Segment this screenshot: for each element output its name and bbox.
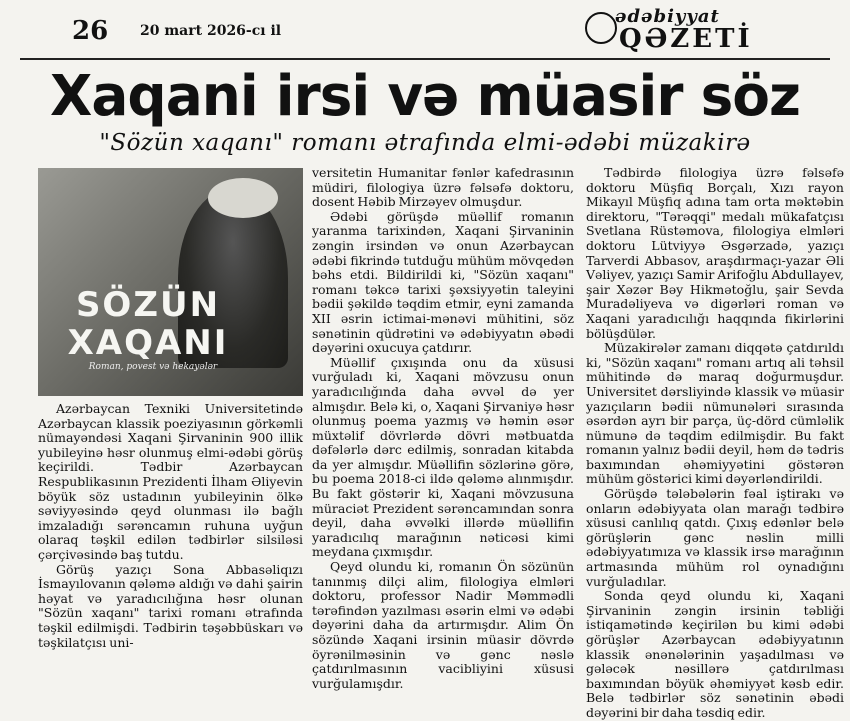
paragraph: Sonda qeyd olundu ki, Xaqani Şirvaninin zəngin irsinin təbliği istiqamətində keçirilən bu kimi ədəbi görüşlər Azərbaycan ədəbiyyatının klassik ənənələrinin yaşadılması və gələcək nəsillərə çatdırılması baxımından böyük əhəmiyyət kəsb edir. Belə tədbirlər söz sənətinin əbədi dəyərini bir daha təsdiq edir.: [586, 588, 844, 720]
newspaper-logo: [585, 6, 785, 54]
header-divider: [20, 58, 830, 60]
paragraph: Müəllif çıxışında onu da xüsusi vurğuladı ki, Xaqani mövzusu onun yaradıcılığında daha əvvəl də yer almışdır. Belə ki, o, Xaqani Şirvaniyə həsr olunmuş poema yazmış və həmin əsər müxtəlif dövrlərdə dövri mətbuatda dəfələrlə dərc edilmiş, sonradan kitabda da yer almışdır. Müəllifin sözlərinə görə, bu poema 2018-ci ildə qələmə alınmışdır. Bu fakt göstərir ki, Xaqani mövzusuna müraciət Prezident sərəncamından sonra deyil, daha əvvəlki illərdə müəllifin yaradıcılıq marağının nəticəsi kimi meydana çıxmışdır.: [312, 354, 574, 560]
paragraph: Tədbirdə filologiya üzrə fəlsəfə doktoru Müşfiq Borçalı, Xızı rayon Mikayıl Müşfiq adına tam orta məktəbin direktoru, "Tərəqqi" medalı mükafatçısı Svetlana Rüstəmova, filologiya elmləri doktoru Lütviyyə Əsgərzadə, yazıçı Tarverdi Abbasov, araşdırmaçı-yazar Əli Vəliyev, yazıçı Samir Arifoğlu Abdullayev, şair Xəzər Bəy Hikmətoğlu, şair Sevda Muradəliyeva və digərləri roman və Xaqani yaradıcılığı haqqında fikirlərini bölüşdülər.: [586, 165, 845, 341]
book-cover-caption: Roman, povest və hekayələr: [88, 362, 218, 372]
logo-bottom-text: QƏZETİ: [619, 24, 753, 54]
paragraph: Ədəbi görüşdə müəllif romanın yaranma tarixindən, Xaqani Şirvaninin zəngin irsindən və onun Azərbaycan ədəbi fikrində tutduğu mühüm mövqedən bəhs etdi. Bildirildi ki, "Sözün xaqanı" romanı təkcə tarixi şəxsiyyətin taleyini bədii şəkildə təqdim etmir, eyni zamanda XII əsrin ictimai-mənəvi mühitini, söz sənətinin qüdrətini və ədəbiyyatın əbədi dəyərini oxucuya çatdırır.: [312, 208, 574, 356]
article-subhead: "Sözün xaqanı" romanı ətrafında elmi-ədəbi müzakirə: [99, 130, 751, 156]
paragraph: Müzakirələr zamanı diqqətə çatdırıldı ki, "Sözün xaqanı" romanı artıq ali təhsil mühitində də maraq doğurmuşdur. Universitet dərsliyində klassik və müasir yazıçıların bədii nümunələri sırasında əsərdən ayrı bir parça, üç-dörd cümləlik nümunə də təqdim edilmişdir. Bu fakt romanın yalnız bədii deyil, həm də tədris baxımından əhəmiyyətini göstərən mühüm göstərici kimi dəyərləndirildi.: [586, 340, 844, 487]
paragraph: versitetin Humanitar fənlər kafedrasının müdiri, filologiya üzrə fəlsəfə doktoru, dosent Həbib Mirzəyev olmuşdur.: [312, 165, 574, 210]
poet-turban: [208, 178, 278, 218]
article-column-3: [586, 166, 844, 721]
issue-date: 20 mart 2026-cı il: [140, 23, 282, 39]
article-column-1: [38, 402, 303, 650]
paragraph: Görüşdə tələbələrin fəal iştirakı və onların ədəbiyyata olan marağı tədbirə xüsusi canlılıq qatdı. Çıxış edənlər belə görüşlərin gənc nəslin milli ədəbiyyatımıza və klassik irsə marağının artmasında mühüm rol oynadığını vurğuladılar.: [586, 486, 844, 589]
paragraph: Görüş yazıçı Sona Abbasəliqızı İsmayılovanın qələmə aldığı və dahi şairin həyat və yaradıcılığına həsr olunan "Sözün xaqanı" tarixi romanı ətrafında təşkil edilmişdi. Tədbirin təşəbbüskarı və təşkilatçısı uni-: [38, 561, 303, 650]
page-number: 26: [72, 16, 109, 46]
logo-top-text: ədəbiyyat: [615, 6, 720, 27]
masthead: [0, 0, 850, 60]
logo-emblem-icon: [585, 12, 617, 44]
article-column-2: [312, 166, 574, 691]
article-headline: Xaqani irsi və müasir söz: [50, 64, 800, 129]
book-cover-title: SÖZÜN XAQANI: [67, 285, 229, 363]
book-cover-photo: [38, 168, 303, 396]
paragraph: Azərbaycan Texniki Universitetində Azərbaycan klassik poeziyasının görkəmli nümayəndəsi Xaqani Şirvaninin 900 illik yubileyinə həsr olunmuş elmi-ədəbi görüş keçirildi. Tədbir Azərbaycan Respublikasının Prezidenti İlham Əliyevin böyük söz ustadının yubileyinin ölkə səviyyəsində qeyd olunması ilə bağlı imzaladığı sərəncamın ruhuna uyğun olaraq təşkil edilən tədbirlər silsiləsi çərçivəsində baş tutdu.: [38, 401, 303, 562]
paragraph: Qeyd olundu ki, romanın Ön sözünün tanınmış dilçi alim, filologiya elmləri doktoru, professor Nadir Məmmədli tərəfindən yazılması əsərin elmi və ədəbi dəyərini daha da artırmışdır. Alim Ön sözündə Xaqani irsinin müasir dövrdə öyrənilməsinin və gənc nəslə çatdırılmasının vacibliyini xüsusi vurğulamışdır.: [312, 559, 574, 691]
